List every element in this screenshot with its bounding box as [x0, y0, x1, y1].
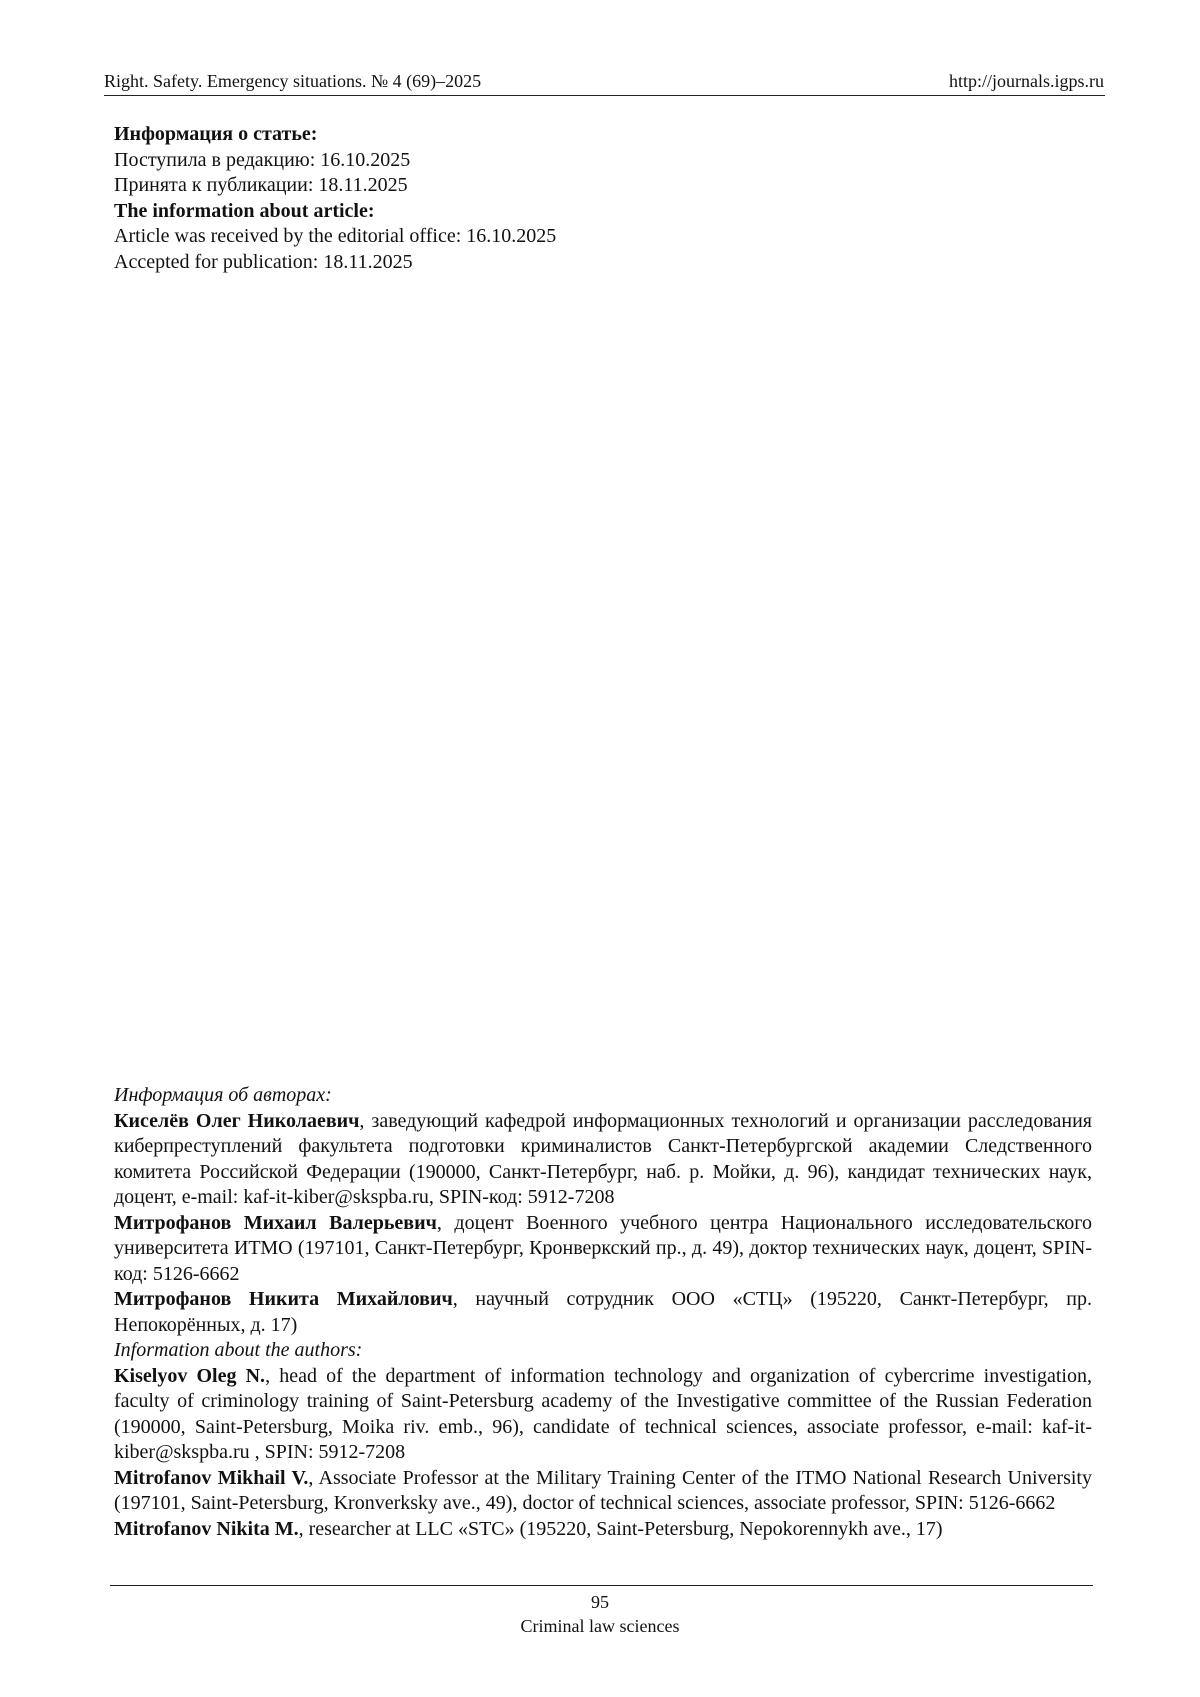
ru-accepted-date: Принята к публикации: 18.11.2025: [114, 174, 408, 196]
author-en-3-name: Mitrofanov Nikita M.: [114, 1517, 299, 1540]
authors-en-heading: Information about the authors:: [114, 1339, 363, 1361]
author-en-2-details: , Associate Professor at the Military Training Center of the ITMO National Research University (197101, Saint-Petersburg, Kronverksky ave., 49), doctor of technical sciences, associate professor, SPIN: 5126-6662: [114, 1466, 1092, 1514]
article-info: [114, 122, 1014, 275]
page-footer: [0, 1590, 1200, 1638]
authors-ru-heading: Информация об авторах:: [114, 1084, 332, 1106]
author-ru-3-details: , научный сотрудник ООО «СТЦ» (195220, Санкт-Петербург, пр. Непокорённых, д. 17): [114, 1288, 1093, 1336]
author-en-2-name: Mitrofanov Mikhail V.: [114, 1466, 309, 1489]
authors-section: [114, 1083, 1092, 1542]
author-ru-2: [114, 1211, 1092, 1288]
author-ru-1-details: , заведующий кафедрой информационных технологий и организации расследования киберпреступлений факультета подготовки криминалистов Санкт-Петербургской академии Следственного комитета Российской Федерации (190000, Санкт-Петербург, наб. р. Мойки, д. 96), кандидат технических наук, доцент, e-mail: kaf-it-kiber@skspba.ru, SPIN-код: 5912-7208: [114, 1109, 1092, 1208]
author-ru-2-name: Митрофанов Михаил Валерьевич: [114, 1211, 437, 1234]
author-en-1-details: , head of the department of information technology and organization of cybercrime investigation, faculty of criminology training of Saint-Petersburg academy of the Investigative committee of the Russian Federation (190000, Saint-Petersburg, Moika riv. emb., 96), candidate of technical sciences, associate professor, e-mail: kaf-it-kiber@skspba.ru , SPIN: 5912-7208: [114, 1364, 1092, 1463]
author-en-3: [114, 1517, 1092, 1543]
author-ru-3-name: Митрофанов Никита Михайлович: [114, 1288, 453, 1310]
en-info-heading: The information about article:: [114, 199, 375, 222]
footer-divider: [110, 1585, 1093, 1586]
ru-info-heading: Информация о статье:: [114, 123, 318, 145]
en-accepted-date: Accepted for publication: 18.11.2025: [114, 250, 413, 273]
section-name: Criminal law sciences: [520, 1616, 680, 1636]
header-divider: [104, 95, 1105, 96]
author-ru-1: [114, 1109, 1092, 1211]
author-ru-3: [114, 1287, 1092, 1338]
journal-url[interactable]: http://journals.igps.ru: [949, 71, 1104, 91]
author-ru-2-details: , доцент Военного учебного центра Национального исследовательского университета ИТМО (197101, Санкт-Петербург, Кронверкский пр., д. 49), доктор технических наук, доцент, SPIN-код: 5126-6662: [114, 1211, 1092, 1285]
journal-title: Right. Safety. Emergency situations. № 4 (69)–2025: [104, 71, 482, 91]
en-received-date: Article was received by the editorial office: 16.10.2025: [114, 225, 557, 247]
running-header: [104, 70, 1104, 92]
ru-received-date: Поступила в редакцию: 16.10.2025: [114, 148, 411, 171]
author-ru-1-name: Киселёв Олег Николаевич: [114, 1109, 360, 1132]
page-number: 95: [591, 1592, 609, 1612]
author-en-3-details: , researcher at LLC «STC» (195220, Saint-Petersburg, Nepokorennykh ave., 17): [298, 1517, 943, 1540]
author-en-1: [114, 1364, 1092, 1466]
author-en-1-name: Kiselyov Oleg N.: [114, 1364, 266, 1387]
author-en-2: [114, 1466, 1092, 1517]
